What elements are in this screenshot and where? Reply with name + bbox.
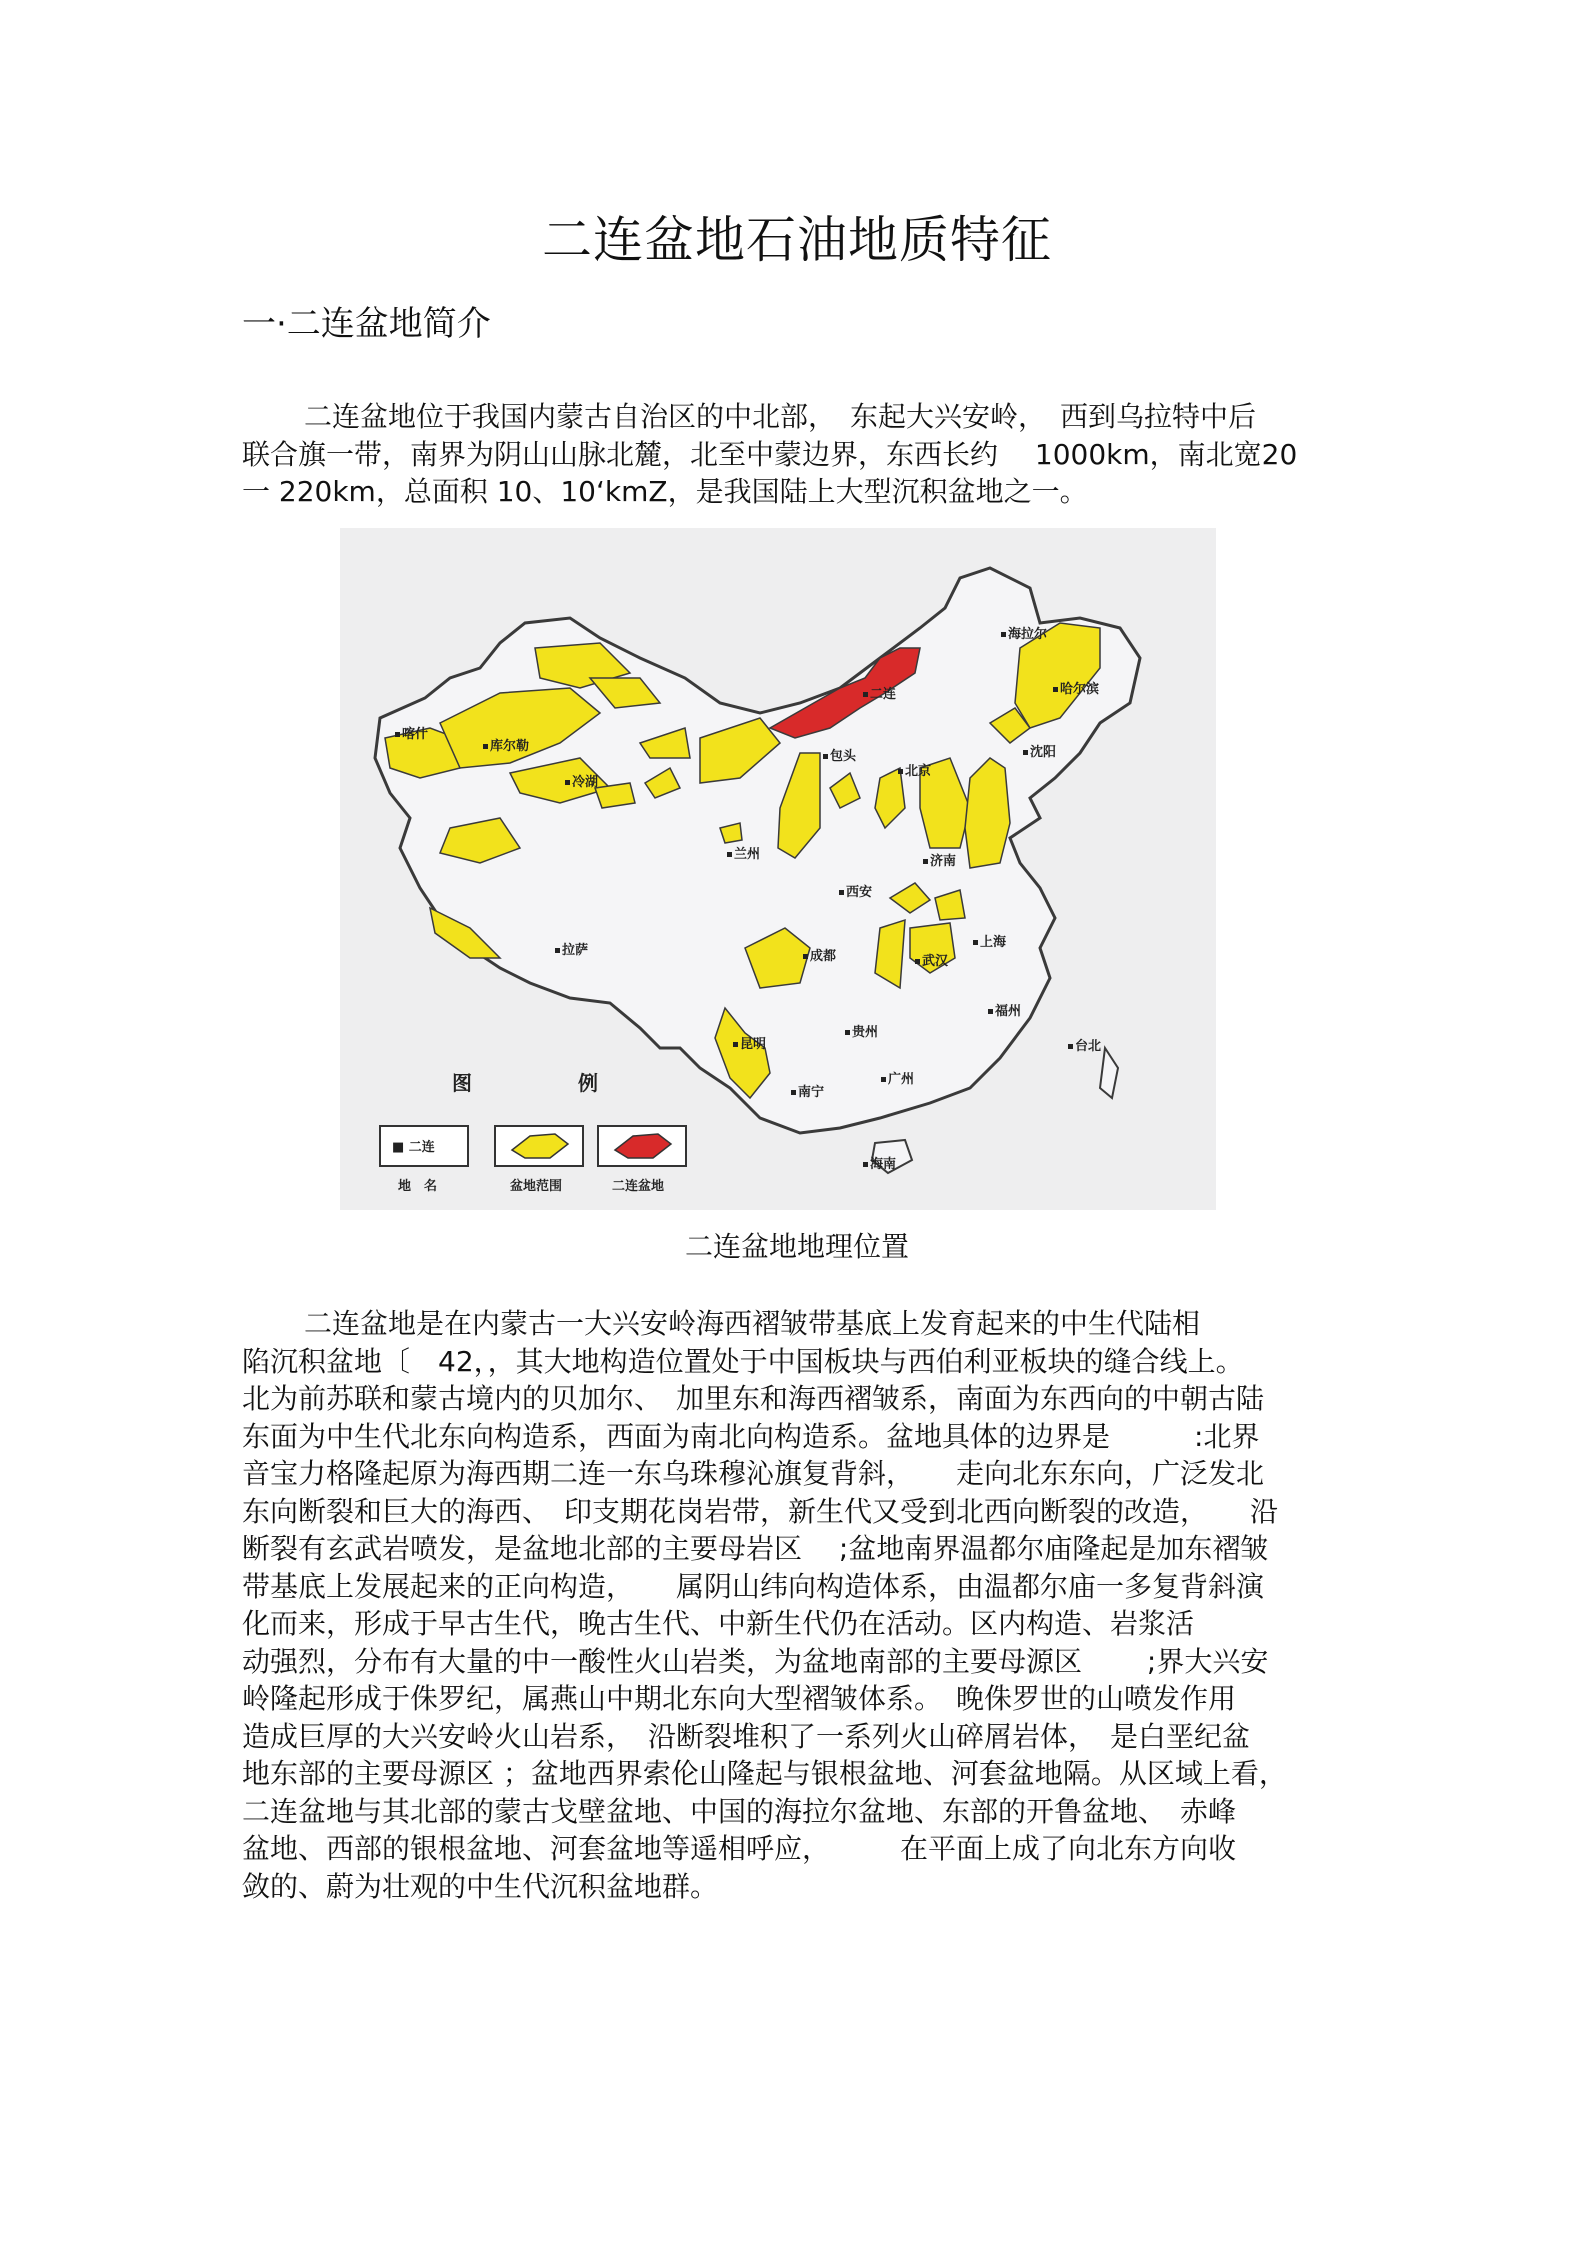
city-marker — [823, 754, 828, 759]
city-marker — [845, 1030, 850, 1035]
city-label: 海南 — [870, 1157, 897, 1172]
city-label: 兰州 — [734, 847, 761, 862]
figure-caption: 二连盆地地理位置 — [684, 1230, 909, 1263]
map-svg — [340, 528, 1216, 1210]
intro-paragraph — [242, 398, 1372, 511]
city-label: 喀什 — [402, 727, 429, 742]
basin-location-map — [340, 528, 1216, 1210]
city-label: 南宁 — [798, 1085, 825, 1100]
taiwan-outline — [1100, 1048, 1118, 1098]
body-line: 东面为中生代北东向构造系，西面为南北向构造系。盆地具体的边界是 :北界 — [242, 1419, 1260, 1453]
city-marker — [863, 692, 868, 697]
city-marker — [733, 1042, 738, 1047]
city-marker — [1068, 1044, 1073, 1049]
map-legend — [380, 1071, 686, 1194]
city-marker — [565, 780, 570, 785]
body-line: 二连盆地是在内蒙古一大兴安岭海西褶皱带基底上发育起来的中生代陆相 — [304, 1307, 1201, 1340]
city-label: 成都 — [810, 949, 837, 964]
city-marker — [1023, 750, 1028, 755]
city-label: 拉萨 — [562, 943, 589, 958]
body-line: 断裂有玄武岩喷发，是盆地北部的主要母岩区 ;盆地南界温都尔庙隆起是加东褶皱 — [242, 1532, 1269, 1565]
city-label: 北京 — [905, 764, 932, 779]
city-label: 库尔勒 — [490, 739, 530, 754]
city-label: 哈尔滨 — [1060, 682, 1100, 697]
city-label: 西安 — [846, 885, 873, 900]
city-label: 二连 — [870, 687, 897, 702]
city-label: 台北 — [1075, 1039, 1102, 1054]
body-line: 东向断裂和巨大的海西、 印支期花岗岩带，新生代又受到北西向断裂的改造， 沿 — [242, 1494, 1279, 1528]
city-marker — [988, 1009, 993, 1014]
city-marker — [923, 859, 928, 864]
city-label: 武汉 — [922, 954, 949, 969]
legend-basin-label: 盆地范围 — [510, 1179, 563, 1194]
intro-line: 一 220km，总面积 10、10‘kmZ，是我国陆上大型沉积盆地之一。 — [242, 475, 1088, 508]
city-marker — [839, 890, 844, 895]
city-marker — [1001, 632, 1006, 637]
city-marker — [483, 744, 488, 749]
legend-place-label: 地 名 — [398, 1179, 438, 1194]
body-line: 北为前苏联和蒙古境内的贝加尔、 加里东和海西褶皱系，南面为东西向的中朝古陆 — [242, 1382, 1265, 1415]
city-marker — [898, 769, 903, 774]
legend-title-left: 图 — [452, 1071, 472, 1095]
city-marker — [395, 732, 400, 737]
body-line: 二连盆地与其北部的蒙古戈壁盆地、中国的海拉尔盆地、东部的开鲁盆地、 赤峰 — [242, 1794, 1237, 1828]
body-line: 敛的、蔚为壮观的中生代沉积盆地群。 — [242, 1869, 719, 1903]
body-paragraph — [242, 1305, 1372, 1905]
city-marker — [803, 954, 808, 959]
section-heading: 一·二连盆地简介 — [242, 304, 491, 344]
city-marker — [727, 852, 732, 857]
city-label: 济南 — [930, 854, 957, 869]
city-marker — [973, 940, 978, 945]
city-label: 包头 — [830, 749, 857, 764]
body-line: 带基底上发展起来的正向构造， 属阴山纬向构造体系，由温都尔庙一多复背斜演 — [242, 1569, 1265, 1603]
city-label: 上海 — [980, 935, 1007, 950]
body-line: 盆地、西部的银根盆地、河套盆地等遥相呼应， 在平面上成了向北东方向收 — [242, 1832, 1237, 1865]
city-label: 冷湖 — [572, 775, 599, 790]
intro-line: 联合旗一带，南界为阴山山脉北麓，北至中蒙边界，东西长约 1000km，南北宽20 — [242, 437, 1298, 471]
city-label: 福州 — [995, 1004, 1022, 1019]
body-line: 音宝力格隆起原为海西期二连一东乌珠穆沁旗复背斜， 走向北东东向，广泛发北 — [242, 1457, 1265, 1490]
city-label: 贵州 — [852, 1025, 879, 1040]
body-line: 化而来，形成于早古生代，晚古生代、中新生代仍在活动。区内构造、岩浆活 — [242, 1607, 1195, 1640]
city-marker — [1053, 687, 1058, 692]
city-marker — [863, 1162, 868, 1167]
city-label: 广州 — [888, 1072, 915, 1087]
body-line: 造成巨厚的大兴安岭火山岩系， 沿断裂堆积了一系列火山碎屑岩体， 是白垩纪盆 — [242, 1719, 1251, 1753]
city-label: 海拉尔 — [1008, 627, 1048, 642]
city-label: 昆明 — [740, 1037, 767, 1052]
city-marker — [881, 1077, 886, 1082]
intro-line: 二连盆地位于我国内蒙古自治区的中北部， 东起大兴安岭， 西到乌拉特中后 — [304, 400, 1257, 433]
body-line: 陷沉积盆地〔 42，，其大地构造位置处于中国板块与西伯利亚板块的缝合线上。 — [242, 1344, 1244, 1378]
legend-erlian-label: 二连盆地 — [612, 1179, 665, 1194]
city-marker — [555, 948, 560, 953]
city-marker — [791, 1090, 796, 1095]
body-line: 岭隆起形成于侏罗纪，属燕山中期北东向大型褶皱体系。 晚侏罗世的山喷发作用 — [242, 1682, 1237, 1715]
legend-place-symbol: ■ 二连 — [392, 1140, 435, 1155]
body-line: 地东部的主要母源区 ；盆地西界索伦山隆起与银根盆地、河套盆地隔。从区域上看， — [242, 1757, 1287, 1790]
document-title: 二连盆地石油地质特征 — [542, 211, 1052, 269]
city-label: 沈阳 — [1030, 745, 1057, 760]
legend-title-right: 例 — [578, 1071, 598, 1095]
body-line: 动强烈，分布有大量的中一酸性火山岩类，为盆地南部的主要母源区 ;界大兴安 — [242, 1644, 1269, 1678]
city-marker — [915, 959, 920, 964]
